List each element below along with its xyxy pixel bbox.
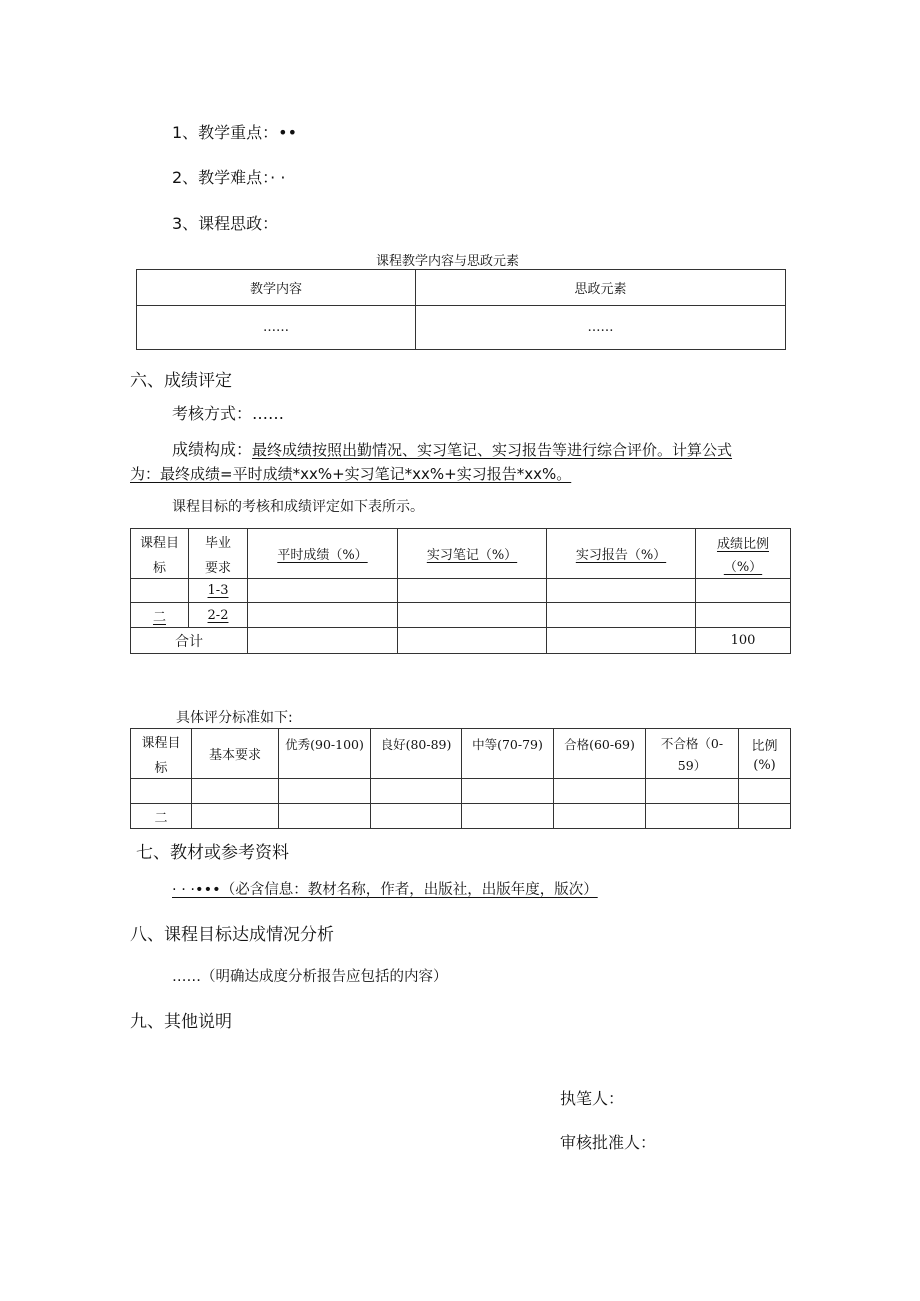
score-header-goal: 课程目 标: [131, 529, 189, 579]
ideology-header-element: 思政元素: [416, 270, 786, 306]
ideology-cell-content: ……: [137, 306, 416, 350]
criteria-header-medium: 中等(70-79): [462, 729, 554, 779]
score-row-requirement: 1-3: [189, 579, 248, 603]
criteria-row-goal: 二: [131, 804, 192, 829]
score-total-label: 合计: [131, 628, 248, 654]
criteria-intro: 具体评分标准如下:: [176, 710, 293, 726]
signature-writer: 执笔人：: [560, 1089, 625, 1108]
score-header-notes: 实习笔记（%）: [398, 529, 547, 579]
teaching-key-points: 1、教学重点：••: [172, 123, 298, 142]
ideology-table-caption: 课程教学内容与思政元素: [376, 254, 520, 269]
score-table: [130, 528, 791, 654]
criteria-header-fail: 不合格（0- 59）: [646, 729, 739, 779]
table-row: [131, 779, 791, 804]
table-row: [131, 804, 791, 829]
score-row-goal: [131, 579, 189, 603]
score-row-requirement: 2-2: [189, 603, 248, 628]
criteria-header-ratio: 比例 (%): [739, 729, 791, 779]
assessment-method: 考核方式：……: [172, 404, 285, 423]
criteria-header-basic: 基本要求: [192, 729, 279, 779]
ideology-cell-element: ……: [416, 306, 786, 350]
section-6-title: 六、成绩评定: [130, 371, 232, 391]
score-total-value: 100: [696, 628, 791, 654]
section-9-title: 九、其他说明: [130, 1012, 232, 1032]
score-header-report: 实习报告（%）: [547, 529, 696, 579]
teaching-ideology: 3、课程思政：: [172, 214, 279, 233]
ideology-header-content: 教学内容: [137, 270, 416, 306]
score-composition-label: 成绩构成：: [172, 440, 253, 459]
table-row: [131, 628, 791, 654]
section-8-line: ……（明确达成度分析报告应包括的内容）: [172, 969, 448, 985]
score-composition-line2: 为：最终成绩=平时成绩*xx%+实习笔记*xx%+实习报告*xx%。: [130, 465, 572, 483]
score-composition-line1: [172, 437, 732, 460]
teaching-difficulties: 2、教学难点：· ·: [172, 168, 286, 187]
criteria-header-pass: 合格(60-69): [554, 729, 646, 779]
table-row: [131, 579, 791, 603]
score-table-intro: 课程目标的考核和成绩评定如下表所示。: [172, 499, 424, 515]
criteria-row-goal: [131, 779, 192, 804]
score-header-ratio: 成绩比例 （%）: [696, 529, 791, 579]
score-header-daily: 平时成绩（%）: [248, 529, 398, 579]
criteria-table: [130, 728, 791, 829]
score-header-requirement: 毕业 要求: [189, 529, 248, 579]
criteria-header-good: 良好(80-89): [371, 729, 462, 779]
section-7-title: 七、教材或参考资料: [136, 843, 289, 863]
score-composition-text: 最终成绩按照出勤情况、实习笔记、实习报告等进行综合评价。计算公式: [252, 441, 733, 459]
table-row: [131, 603, 791, 628]
criteria-header-excellent: 优秀(90-100): [279, 729, 371, 779]
ideology-table: [136, 269, 786, 350]
signature-approver: 审核批准人：: [560, 1133, 657, 1152]
criteria-header-goal: 课程目 标: [131, 729, 192, 779]
score-row-goal: 二: [131, 603, 189, 628]
section-8-title: 八、课程目标达成情况分析: [130, 925, 334, 945]
section-7-line: · · ·•••（必含信息：教材名称，作者，出版社，出版年度，版次）: [172, 882, 598, 898]
